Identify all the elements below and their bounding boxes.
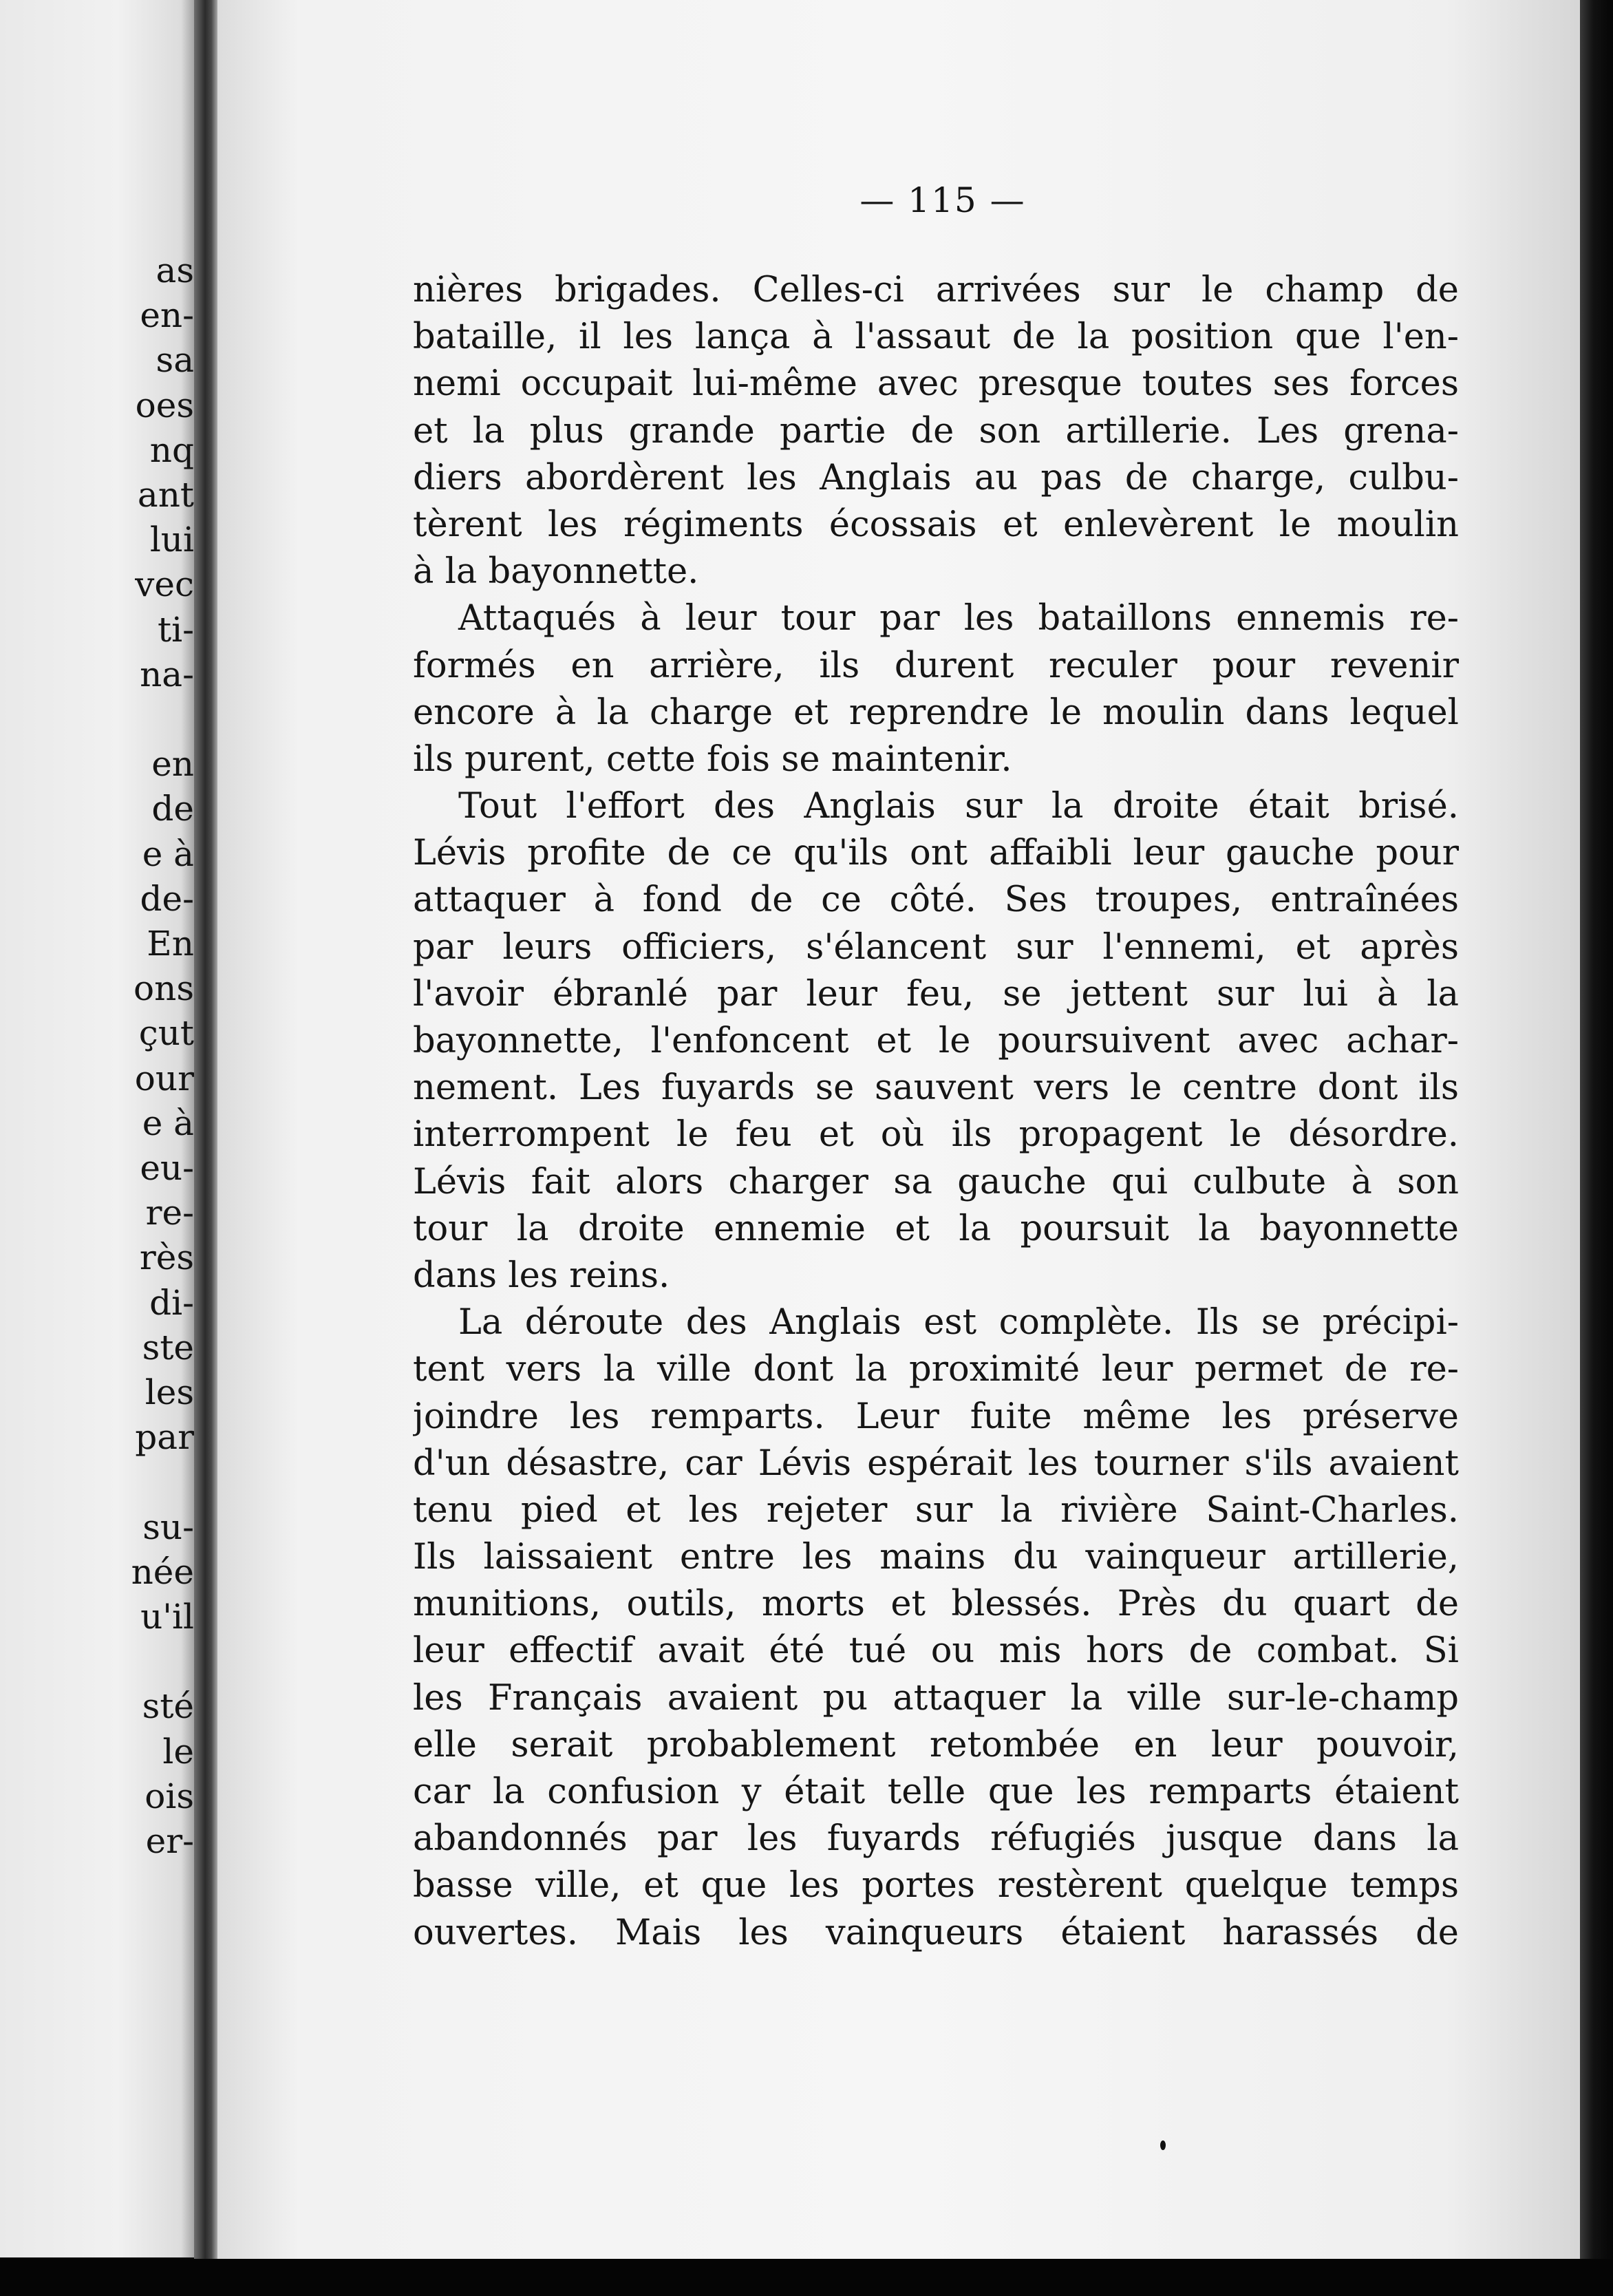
- text-line: d'un désastre, car Lévis espérait les tourner s'ils avaient: [413, 1443, 1459, 1484]
- page-number: — 115 —: [859, 180, 1026, 220]
- left-page-text-fragment: vec: [135, 564, 194, 605]
- left-page-text-fragment: nq: [149, 429, 194, 470]
- text-line: ils purent, cette fois se maintenir.: [413, 738, 1012, 780]
- text-line: interrompent le feu et où ils propagent le désordre.: [413, 1114, 1459, 1156]
- left-page-text-fragment: de-: [140, 878, 194, 919]
- left-page-text-fragment: ant: [137, 475, 194, 515]
- left-page-text-fragment: ti-: [158, 609, 194, 650]
- text-line: ouvertes. Mais les vainqueurs étaient harassés de: [413, 1912, 1459, 1953]
- text-line: par leurs officiers, s'élancent sur l'ennemi, et après: [413, 926, 1459, 968]
- page-edge-bottom: [0, 2259, 1613, 2296]
- previous-page-fragment: [0, 0, 197, 2257]
- text-line: attaquer à fond de ce côté. Ses troupes, entraînées: [413, 880, 1459, 921]
- left-page-text-fragment: lui: [149, 520, 194, 560]
- text-line: nement. Les fuyards se sauvent vers le centre dont ils: [413, 1067, 1459, 1109]
- text-line: diers abordèrent les Anglais au pas de charge, culbu-: [413, 457, 1459, 498]
- left-page-text-fragment: su-: [142, 1507, 194, 1547]
- text-line: Tout l'effort des Anglais sur la droite était brisé.: [458, 786, 1459, 827]
- text-line: car la confusion y était telle que les remparts étaient: [413, 1772, 1459, 1812]
- text-line: Lévis fait alors charger sa gauche qui culbute à son: [413, 1161, 1459, 1202]
- text-line: nemi occupait lui-même avec presque toutes ses forces: [413, 363, 1459, 405]
- left-page-text-fragment: en: [151, 744, 194, 785]
- left-page-text-fragment: en-: [140, 295, 194, 336]
- text-line: basse ville, et que les portes restèrent quelque temps: [413, 1865, 1459, 1906]
- text-line: La déroute des Anglais est complète. Ils se précipi-: [458, 1302, 1459, 1343]
- page-edge-right: [1580, 0, 1613, 2296]
- left-page-text-fragment: na-: [140, 654, 194, 694]
- left-page-text-fragment: sté: [142, 1686, 194, 1727]
- left-page-text-fragment: di-: [149, 1282, 194, 1323]
- text-line: encore à la charge et reprendre le moulin dans lequel: [413, 692, 1459, 733]
- left-page-text-fragment: u'il: [140, 1597, 194, 1637]
- text-line: Ils laissaient entre les mains du vainqueur artillerie,: [413, 1537, 1459, 1578]
- left-page-text-fragment: as: [156, 251, 194, 290]
- left-page-text-fragment: ste: [142, 1327, 194, 1368]
- left-page-text-fragment: re-: [145, 1193, 194, 1233]
- left-page-text-fragment: En: [147, 924, 194, 964]
- left-page-text-fragment: les: [145, 1372, 194, 1412]
- left-page-text-fragment: rès: [139, 1237, 194, 1278]
- text-line: formés en arrière, ils durent reculer pour revenir: [413, 645, 1459, 686]
- text-line: nières brigades. Celles-ci arrivées sur le champ de: [413, 270, 1459, 310]
- text-line: tour la droite ennemie et la poursuit la bayonnette: [413, 1208, 1459, 1249]
- text-line: munitions, outils, morts et blessés. Près du quart de: [413, 1584, 1459, 1625]
- text-line: abandonnés par les fuyards réfugiés jusque dans la: [413, 1818, 1459, 1860]
- text-line: bataille, il les lança à l'assaut de la position que l'en-: [413, 317, 1459, 358]
- left-page-text-fragment: le: [162, 1731, 194, 1772]
- text-line: dans les reins.: [413, 1255, 670, 1296]
- left-page-text-fragment: oes: [135, 385, 194, 425]
- left-page-text-fragment: sa: [156, 340, 194, 381]
- text-line: Attaqués à leur tour par les bataillons ennemis re-: [458, 598, 1459, 639]
- left-page-text-fragment: ois: [145, 1776, 194, 1816]
- text-line: Lévis profite de ce qu'ils ont affaibli leur gauche pour: [413, 833, 1459, 874]
- text-line: leur effectif avait été tué ou mis hors de combat. Si: [413, 1630, 1459, 1672]
- text-line: tèrent les régiments écossais et enlevèrent le moulin: [413, 504, 1459, 545]
- left-page-text-fragment: e à: [142, 833, 194, 874]
- left-page-text-fragment: eu-: [140, 1148, 194, 1188]
- text-line: les Français avaient pu attaquer la ville sur-le-champ: [413, 1677, 1459, 1719]
- text-line: elle serait probablement retombée en leur pouvoir,: [413, 1724, 1459, 1765]
- page-body-text: [413, 267, 1459, 1957]
- left-page-text-fragment: our: [134, 1058, 194, 1098]
- text-line: bayonnette, l'enfoncent et le poursuivent avec achar-: [413, 1021, 1459, 1061]
- left-page-text-fragment: née: [131, 1551, 194, 1592]
- text-line: tenu pied et les rejeter sur la rivière Saint-Charles.: [413, 1489, 1459, 1531]
- left-page-text-fragment: çut: [138, 1013, 194, 1054]
- left-page-text-fragment: e à: [142, 1103, 194, 1143]
- ink-speck: [1160, 2140, 1166, 2150]
- book-gutter: [194, 0, 219, 2296]
- text-line: l'avoir ébranlé par leur feu, se jettent sur lui à la: [413, 973, 1459, 1014]
- text-line: joindre les remparts. Leur fuite même les préserve: [413, 1396, 1459, 1437]
- left-page-text-fragment: par: [135, 1417, 194, 1458]
- text-line: à la bayonnette.: [413, 551, 699, 593]
- left-page-text-fragment: er-: [145, 1821, 194, 1861]
- text-line: tent vers la ville dont la proximité leur permet de re-: [413, 1349, 1459, 1390]
- left-page-text-fragment: de: [151, 789, 194, 829]
- left-page-text-fragment: ons: [133, 968, 194, 1009]
- text-line: et la plus grande partie de son artillerie. Les grena-: [413, 410, 1459, 451]
